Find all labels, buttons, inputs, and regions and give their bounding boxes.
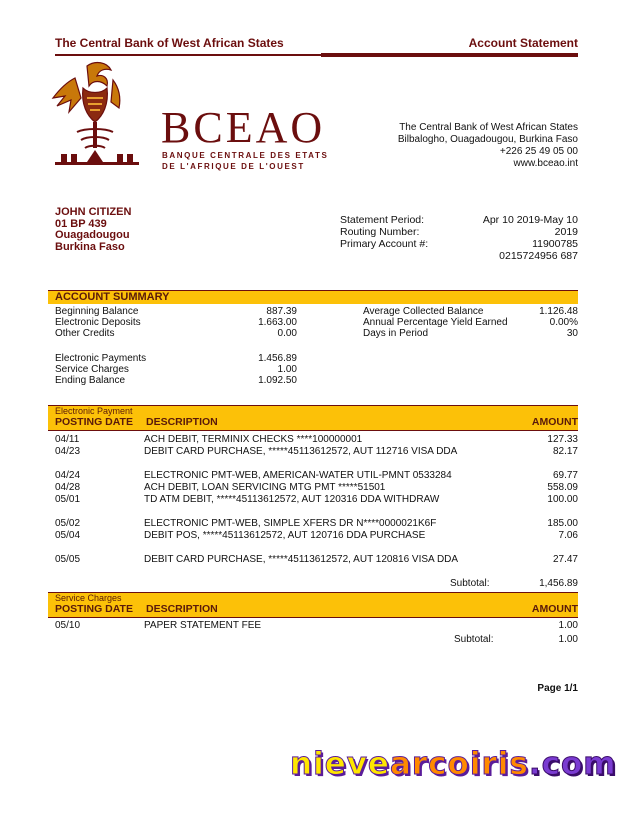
table-row — [55, 620, 578, 632]
row-amount: 69.77 — [552, 470, 578, 481]
summary-left-block-2 — [55, 353, 297, 386]
logo-subtitle-line2: DE L'AFRIQUE DE L'OUEST — [162, 162, 305, 171]
header-bank-name: The Central Bank of West African States — [55, 36, 284, 50]
summary-row — [55, 375, 297, 386]
service-charges-subtotal-value: 1.00 — [558, 634, 578, 645]
summary-row — [363, 317, 578, 328]
row-amount: 1.00 — [558, 620, 578, 631]
summary-value: 887.39 — [266, 306, 297, 317]
row-date: 05/04 — [55, 530, 81, 541]
primary-account-value: 11900785 — [532, 238, 578, 250]
bceao-emblem-icon — [47, 58, 147, 178]
table-row — [55, 530, 578, 542]
routing-number-row — [340, 226, 578, 238]
service-charges-divider — [48, 617, 578, 618]
electronic-payment-section-label: Electronic Payment — [55, 406, 133, 416]
row-amount: 27.47 — [552, 554, 578, 565]
table-row — [55, 494, 578, 506]
summary-row — [55, 317, 297, 328]
electronic-payment-header — [48, 416, 578, 428]
row-date: 05/05 — [55, 554, 81, 565]
summary-row — [55, 328, 297, 339]
col-posting-date: POSTING DATE — [55, 603, 133, 615]
row-description: DEBIT CARD PURCHASE, *****45113612572, AUT 112716 VISA DDA — [144, 446, 458, 457]
service-charges-band — [48, 592, 578, 617]
row-amount: 127.33 — [547, 434, 578, 445]
summary-value: 1.663.00 — [258, 317, 297, 328]
row-amount: 558.09 — [547, 482, 578, 493]
summary-row — [55, 353, 297, 364]
summary-label: Electronic Payments — [55, 353, 147, 364]
row-description: TD ATM DEBIT, *****45113612572, AUT 120316 DDA WITHDRAW — [144, 494, 440, 505]
row-description: ACH DEBIT, LOAN SERVICING MTG PMT *****51501 — [144, 482, 386, 493]
summary-label: Ending Balance — [55, 375, 126, 386]
primary-account-row — [340, 238, 578, 250]
summary-right-block — [363, 306, 578, 339]
header-doc-title: Account Statement — [468, 36, 578, 50]
summary-label: Average Collected Balance — [363, 306, 484, 317]
routing-number-label: Routing Number: — [340, 226, 420, 238]
bank-address-name: The Central Bank of West African States — [399, 122, 578, 133]
row-description: ELECTRONIC PMT-WEB, AMERICAN-WATER UTIL-PMNT 0533284 — [144, 470, 452, 481]
watermark-part-2: arcoiris — [389, 746, 529, 782]
customer-address — [55, 207, 131, 253]
page-number: Page 1/1 — [537, 683, 578, 694]
col-description: DESCRIPTION — [146, 416, 218, 428]
table-row — [55, 554, 578, 566]
summary-label: Beginning Balance — [55, 306, 139, 317]
summary-label: Annual Percentage Yield Earned — [363, 317, 508, 328]
service-charges-table — [55, 620, 578, 634]
table-row — [55, 446, 578, 458]
row-description: DEBIT POS, *****45113612572, AUT 120716 DDA PURCHASE — [144, 530, 426, 541]
watermark — [290, 746, 617, 782]
customer-country: Burkina Faso — [55, 240, 125, 253]
row-description: ACH DEBIT, TERMINIX CHECKS ****100000001 — [144, 434, 363, 445]
electronic-payment-table — [55, 434, 578, 574]
summary-row — [55, 306, 297, 317]
row-date: 05/01 — [55, 494, 81, 505]
electronic-payment-divider — [48, 430, 578, 431]
logo-subtitle — [162, 150, 328, 172]
primary-account-row-2 — [340, 250, 578, 262]
statement-period-label: Statement Period: — [340, 214, 425, 226]
row-date: 05/02 — [55, 518, 81, 529]
summary-value: 30 — [566, 328, 578, 339]
summary-row — [363, 328, 578, 339]
summary-value: 1.092.50 — [258, 375, 297, 386]
primary-account-label: Primary Account #: — [340, 238, 429, 250]
summary-label: Service Charges — [55, 364, 129, 375]
table-row — [55, 518, 578, 530]
summary-value: 1.456.89 — [258, 353, 297, 364]
table-row — [55, 470, 578, 482]
watermark-part-1: nieve — [290, 746, 390, 782]
customer-city: Ouagadougou — [55, 229, 130, 241]
bank-address-street: Bilbalogho, Ouagadougou, Burkina Faso — [397, 134, 578, 145]
electronic-payment-band — [48, 405, 578, 430]
summary-left-block — [55, 306, 297, 339]
summary-value: 1.00 — [277, 364, 297, 375]
service-charges-header — [48, 603, 578, 615]
row-description: PAPER STATEMENT FEE — [144, 620, 262, 631]
service-charges-subtotal-label: Subtotal: — [454, 634, 494, 645]
summary-row — [55, 364, 297, 375]
col-amount: AMOUNT — [531, 603, 578, 615]
summary-value: 0.00% — [549, 317, 578, 328]
service-charges-section-label: Service Charges — [55, 593, 122, 603]
summary-label: Other Credits — [55, 328, 115, 339]
logo-subtitle-line1: BANQUE CENTRALE DES ETATS — [162, 151, 329, 160]
row-date: 04/11 — [55, 434, 80, 445]
primary-account-value-2: 0215724956 687 — [499, 250, 578, 262]
summary-value: 1.126.48 — [539, 306, 578, 317]
watermark-part-3: .com — [528, 746, 617, 782]
statement-period-value: Apr 10 2019-May 10 — [482, 214, 578, 226]
customer-name: JOHN CITIZEN — [55, 206, 132, 218]
header-rule-thin — [55, 54, 321, 56]
logo-wordmark: BCEAO — [161, 103, 326, 152]
row-date: 04/23 — [55, 446, 81, 457]
customer-box: 01 BP 439 — [55, 217, 107, 230]
table-row — [55, 482, 578, 494]
row-amount: 7.06 — [558, 530, 578, 541]
header-rule-thick — [321, 53, 578, 57]
col-description: DESCRIPTION — [146, 603, 218, 615]
table-row — [55, 434, 578, 446]
electronic-payment-subtotal-value: 1,456.89 — [539, 578, 578, 589]
row-amount: 100.00 — [547, 494, 578, 505]
statement-info — [340, 214, 578, 262]
summary-label: Electronic Deposits — [55, 317, 141, 328]
row-description: DEBIT CARD PURCHASE, *****45113612572, AUT 120816 VISA DDA — [144, 554, 459, 565]
bank-address — [398, 122, 578, 170]
row-date: 04/24 — [55, 470, 81, 481]
summary-row — [363, 306, 578, 317]
col-amount: AMOUNT — [531, 416, 578, 428]
statement-period-row — [340, 214, 578, 226]
row-amount: 82.17 — [552, 446, 578, 457]
document-header — [55, 36, 578, 50]
row-description: ELECTRONIC PMT-WEB, SIMPLE XFERS DR N****0000021K6F — [144, 518, 437, 529]
summary-value: 0.00 — [277, 328, 297, 339]
bank-address-website: www.bceao.int — [513, 158, 578, 169]
row-amount: 185.00 — [547, 518, 578, 529]
account-summary-band — [48, 290, 578, 304]
account-summary-title: ACCOUNT SUMMARY — [55, 291, 170, 303]
bank-address-phone: +226 25 49 05 00 — [499, 146, 578, 157]
electronic-payment-subtotal-label: Subtotal: — [450, 578, 490, 589]
row-date: 04/28 — [55, 482, 81, 493]
routing-number-value: 2019 — [554, 226, 578, 238]
row-date: 05/10 — [55, 620, 81, 631]
summary-label: Days in Period — [363, 328, 429, 339]
col-posting-date: POSTING DATE — [55, 416, 133, 428]
